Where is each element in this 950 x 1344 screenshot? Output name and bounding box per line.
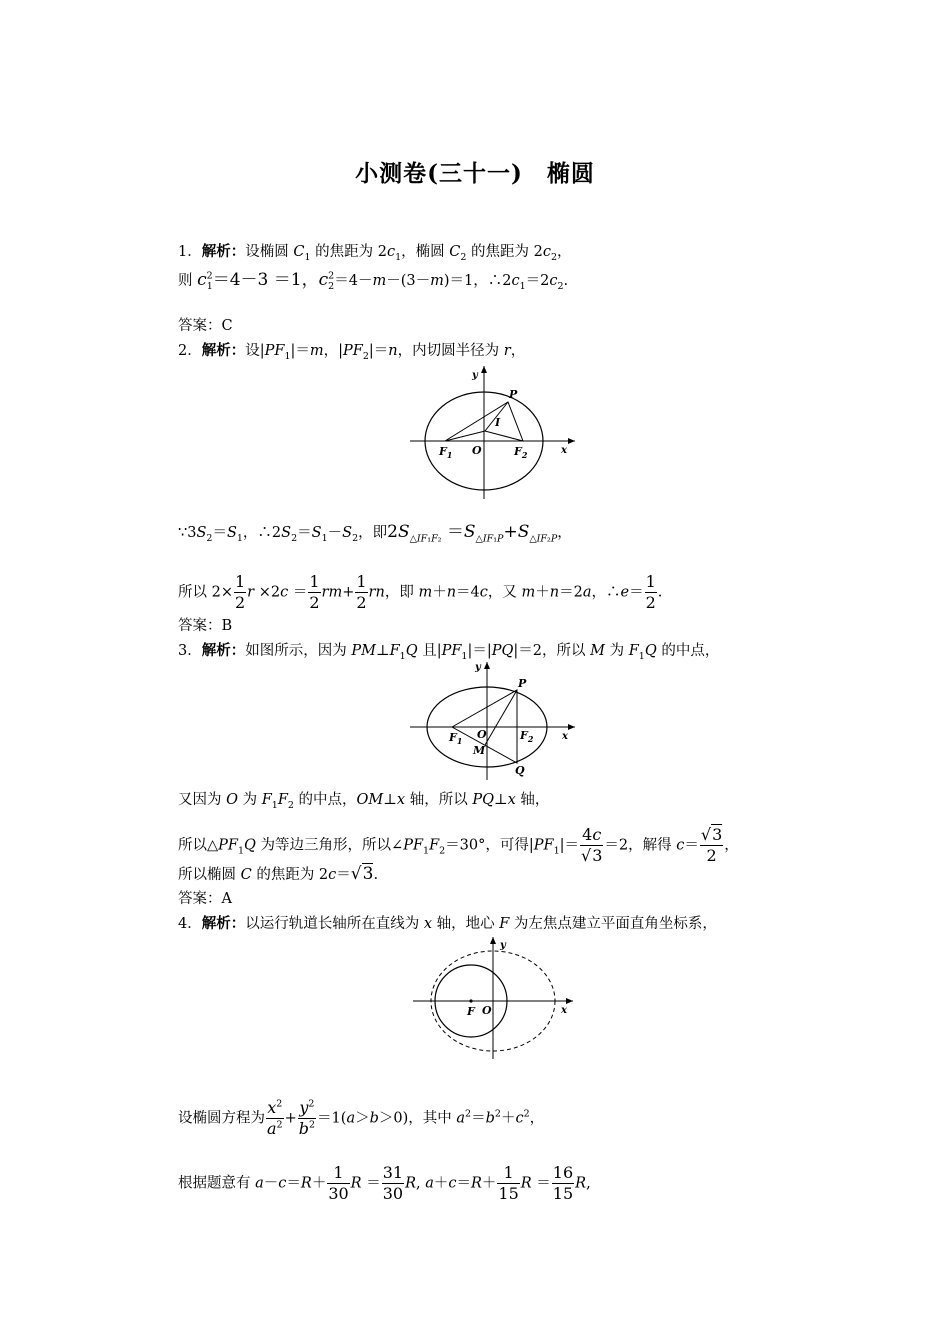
- q1-line1: 1．解析：设椭圆 $C_1$ 的焦距为 $2c_1$，椭圆 $C_2$ 的焦距为 $2c_2$，: [178, 243, 572, 263]
- q3-line2: 又因为 O 为 $F_1F_2$ 的中点，OM⊥x 轴，所以 PQ⊥x 轴，: [178, 792, 550, 811]
- q4-line1: 4．解析：以运行轨道长轴所在直线为 x 轴，地心 F 为左焦点建立平面直角坐标系，: [178, 915, 717, 932]
- q3-line1: 3．解析：如图所示，因为 $PM\perp F_1Q$ 且$|PF_1|=|PQ|=2$，所以 M 为 $F_1Q$ 的中点，: [178, 642, 720, 662]
- svg-text:O: O: [472, 444, 482, 457]
- q4-line3: 根据题意有 a－c＝R＋ $\frac{1}{30}$ R ＝ $\frac{31}{30}$ R, a＋c＝R＋ $\frac{1}{15}$ R ＝ $\frac{16}{15}$ R,: [178, 1163, 591, 1203]
- q2-line2: $\because 3S_2=S_1$，$\therefore 2S_2=S_1-S_2$，即$2S_{\triangle IF_1F_2} =S_{\triangle IF_1P}+S_{\triangle IF_2P}$，: [178, 522, 572, 545]
- q2-ellipse-figure: [405, 362, 585, 502]
- svg-text:F2: $F_2$: [514, 445, 528, 460]
- svg-text:O: O: [482, 1004, 492, 1017]
- q1-number: 1．: [178, 244, 202, 260]
- q1-line2: 则 $c^2_1=4-3 =1$，$c^2_2=4-m-(3-m)=1$，$\therefore 2c_1=2c_2$.: [178, 270, 569, 293]
- svg-text:Q: Q: [515, 764, 525, 777]
- svg-text:I: I: [495, 416, 501, 429]
- svg-text:y: y: [472, 370, 478, 381]
- q2-line3: 所以 2× $\frac{1}{2}$ r ×2c ＝ $\frac{1}{2}$ rm+ $\frac{1}{2}$ rn，即 m＋n＝4c，又 m＋n＝2a，∴e＝ $\frac{1}{2}$ .: [178, 572, 663, 612]
- q4-orbit-figure: [405, 933, 585, 1061]
- q3-line4: 所以椭圆 C 的焦距为 2c＝√3.: [178, 864, 379, 884]
- page-title: 小测卷(三十一) 椭圆: [355, 160, 595, 187]
- q2-line1: 2．解析：设$|PF_1|=m$，$|PF_2|=n$，内切圆半径为 r，: [178, 342, 526, 362]
- svg-text:F: F: [467, 1005, 475, 1018]
- q1-answer: 答案：C: [178, 318, 233, 334]
- svg-text:P: P: [518, 677, 527, 690]
- svg-text:x: x: [561, 1005, 567, 1016]
- svg-text:y: y: [500, 940, 506, 951]
- q3-line3: 所以$\triangle PF_1Q$ 为等边三角形，所以$\angle PF_1F_2=30^\circ$，可得$|PF_1|=$ $\frac{4c}{√3}$ ＝2，解得 c＝ $\frac{√3}{2}$ ，: [178, 825, 739, 865]
- svg-text:F1: $F_1$: [449, 731, 463, 746]
- svg-text:x: x: [562, 731, 568, 742]
- svg-text:O: O: [477, 728, 487, 741]
- q3-ellipse-figure: [405, 656, 585, 780]
- svg-text:y: y: [475, 662, 481, 673]
- svg-text:P: P: [509, 388, 518, 401]
- q3-answer: 答案：A: [178, 891, 232, 907]
- q4-line2: 设椭圆方程为 $\frac{x^2}{a^2}$ + $\frac{y^2}{b^2}$ ＝1(a＞b＞0)，其中 $a^2=b^2+c^2$，: [178, 1098, 545, 1138]
- svg-text:M: M: [473, 744, 486, 757]
- svg-text:F2: $F_2$: [520, 729, 534, 744]
- svg-text:x: x: [561, 445, 567, 456]
- svg-text:F1: $F_1$: [439, 445, 453, 460]
- q2-answer: 答案：B: [178, 618, 233, 634]
